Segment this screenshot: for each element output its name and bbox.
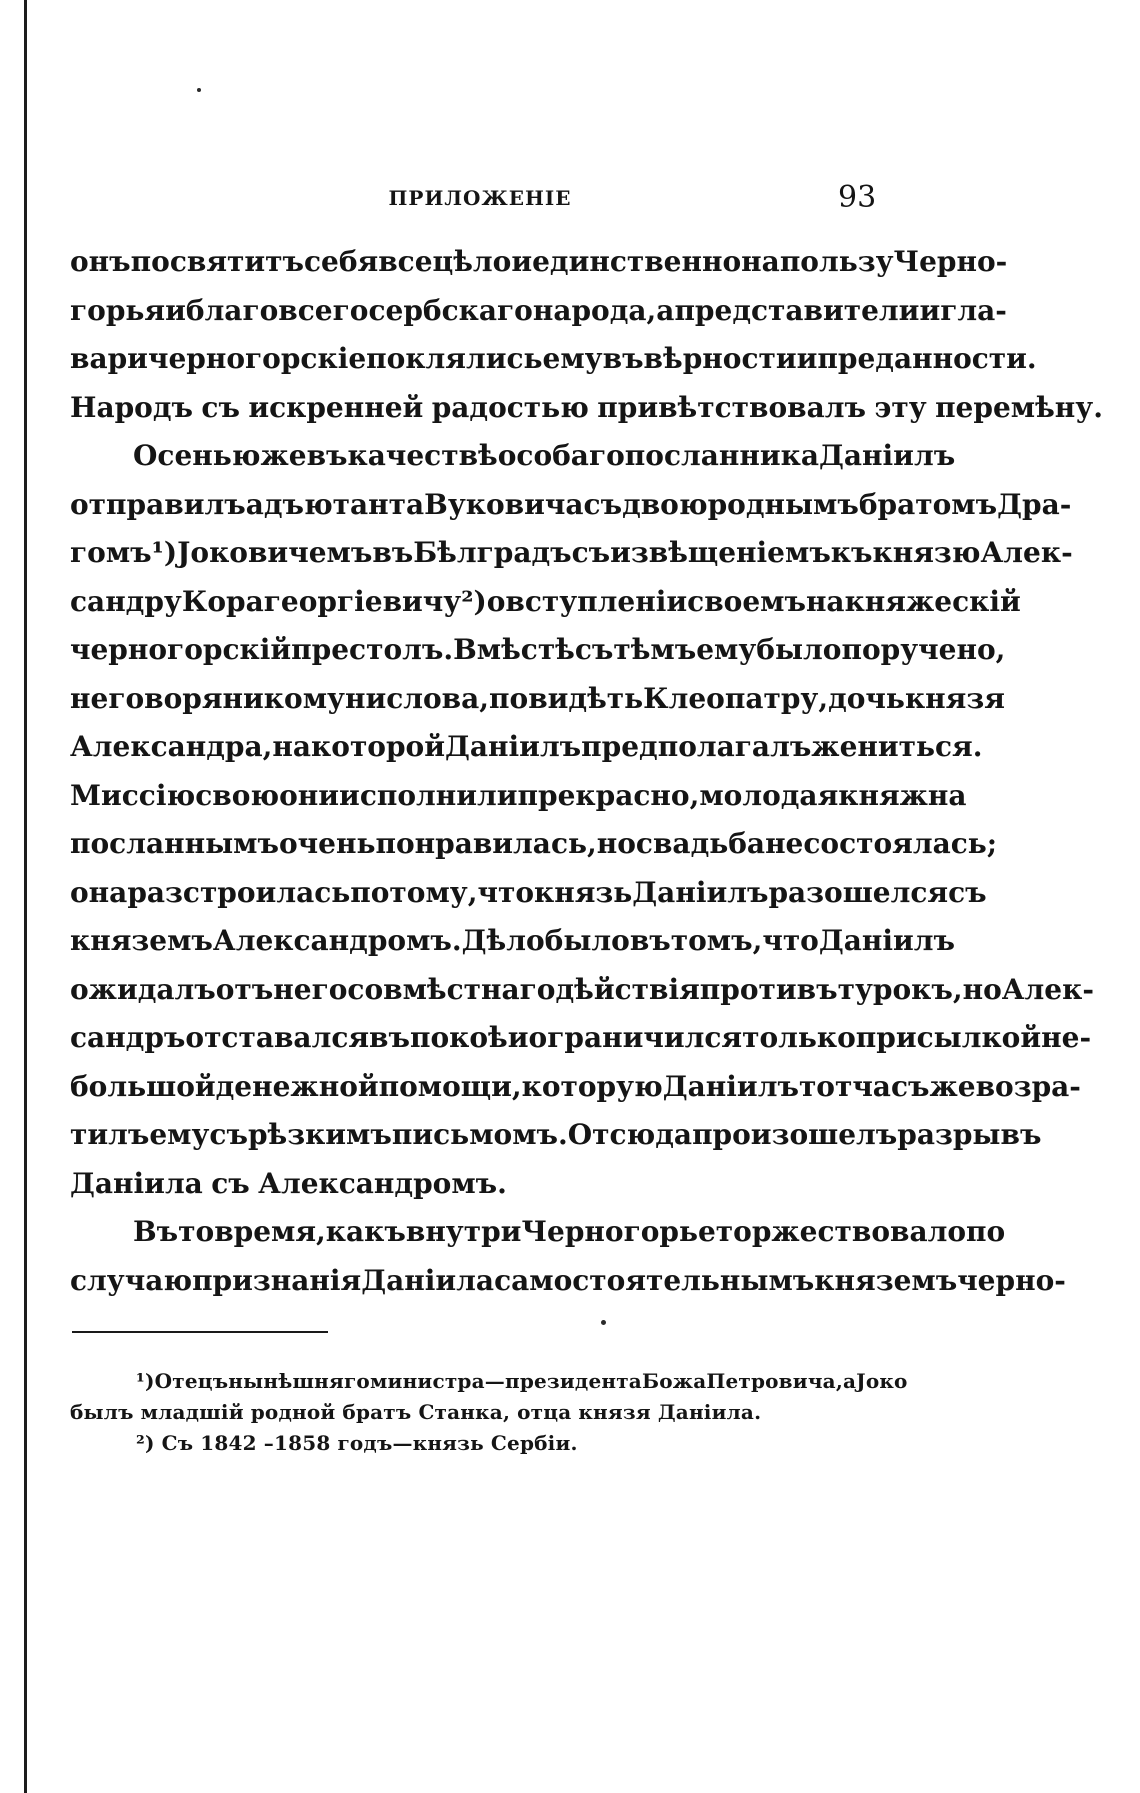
word: и xyxy=(507,1021,529,1054)
word: но xyxy=(596,827,636,860)
text-line xyxy=(70,917,956,966)
word: покоѣ xyxy=(409,1021,508,1054)
word: –1858 xyxy=(263,1431,331,1455)
word: по xyxy=(966,1215,1006,1248)
footnote-1-line xyxy=(70,1366,908,1397)
word: ¹) xyxy=(151,536,178,569)
word: черногорскіе xyxy=(147,342,367,375)
word: на xyxy=(741,245,780,278)
word: ни xyxy=(344,681,387,715)
scan-speck xyxy=(197,88,201,92)
word: князя xyxy=(904,681,1005,715)
word: Даніила xyxy=(70,1166,203,1200)
text-line xyxy=(70,772,967,821)
word: случаю xyxy=(70,1263,193,1297)
word: него xyxy=(273,972,348,1006)
word: но xyxy=(962,972,1002,1006)
word: только xyxy=(742,1021,856,1054)
word: сандръ xyxy=(70,1021,186,1054)
word: нынѣшняго xyxy=(228,1369,370,1393)
word: турокъ, xyxy=(837,972,963,1006)
word: томъ, xyxy=(670,924,763,957)
word: ¹) xyxy=(136,1369,155,1393)
text-line xyxy=(70,820,998,869)
word: совмѣстнаго xyxy=(347,972,556,1006)
word: понравилась, xyxy=(375,827,597,860)
word: ему xyxy=(149,1118,210,1151)
word: съ xyxy=(571,536,611,569)
word: торжествовало xyxy=(715,1215,967,1248)
word: на xyxy=(272,730,312,763)
word: Даніилъ xyxy=(445,730,582,763)
word: гла- xyxy=(940,293,1007,327)
word: онъ xyxy=(70,245,131,278)
running-title: ПРИЛОЖЕНІЕ xyxy=(388,186,572,210)
word: посвятитъ xyxy=(130,245,304,278)
scan-page-edge xyxy=(24,0,27,1793)
footnote-separator xyxy=(72,1331,328,1333)
word: тотчасъ xyxy=(798,1069,930,1103)
word: разрывъ xyxy=(897,1118,1042,1151)
word: которой xyxy=(311,730,445,763)
word: письмомъ. xyxy=(391,1118,568,1151)
word: гомъ xyxy=(70,536,152,569)
paragraph-first-line xyxy=(70,1208,1006,1257)
text-line xyxy=(70,287,1007,336)
text-line xyxy=(70,1063,1081,1112)
word: съ xyxy=(948,875,987,909)
word: народа, xyxy=(532,293,657,327)
word: тилъ xyxy=(70,1118,150,1151)
word: Бѣлградъ xyxy=(413,536,572,569)
word: ²) xyxy=(461,584,487,618)
word: она xyxy=(70,875,128,909)
word: что xyxy=(762,924,819,957)
text-line xyxy=(70,1014,1092,1063)
text-line xyxy=(70,1111,1042,1160)
text-line xyxy=(70,481,1072,530)
word: представители xyxy=(674,293,920,327)
word: не xyxy=(70,681,109,715)
word: Алек- xyxy=(980,536,1073,569)
word: всего xyxy=(278,293,369,327)
word: качествѣ xyxy=(347,439,498,472)
footnote-1-line xyxy=(70,1397,870,1428)
text-line xyxy=(70,869,987,918)
text-line xyxy=(70,529,1073,578)
word: эту xyxy=(874,390,927,424)
word: въ xyxy=(306,439,348,472)
word: на xyxy=(805,584,845,618)
word: былъ xyxy=(70,1400,134,1424)
word: Вуковича xyxy=(424,487,584,521)
word: Въ xyxy=(133,1215,179,1248)
word: посланника xyxy=(624,439,820,472)
word: Алек- xyxy=(1001,972,1094,1006)
word: искренней xyxy=(248,390,424,424)
word: отставался xyxy=(185,1021,370,1054)
word: 1842 xyxy=(200,1431,257,1455)
word: вари xyxy=(70,342,148,375)
word: большой xyxy=(70,1069,216,1103)
text-line xyxy=(70,578,1021,627)
word: съ xyxy=(574,633,614,666)
word: отъ xyxy=(215,972,274,1006)
word: дѣйствія xyxy=(555,972,700,1006)
footnotes xyxy=(70,1366,908,1459)
word: съ xyxy=(583,487,623,521)
word: Даніила. xyxy=(657,1400,762,1424)
word: а xyxy=(656,293,675,327)
word: Даніилъ xyxy=(819,439,956,472)
word: перемѣну. xyxy=(935,390,1103,424)
word: извѣщеніемъ xyxy=(610,536,831,569)
word: время, xyxy=(214,1215,326,1248)
word: Даніилъ xyxy=(632,875,769,909)
word: Вмѣстѣ xyxy=(453,633,575,666)
word: было xyxy=(544,924,630,957)
word: не- xyxy=(1041,1021,1092,1054)
word: самостоятельнымъ xyxy=(494,1263,815,1297)
word: благо xyxy=(185,293,279,327)
word: ограничился xyxy=(528,1021,743,1054)
word: княземъ xyxy=(70,924,213,957)
word: пользу xyxy=(779,245,894,278)
word: съ xyxy=(209,1118,248,1151)
word: о xyxy=(486,584,506,618)
word: годъ—князь xyxy=(337,1431,484,1455)
body-text xyxy=(70,238,1103,1305)
word: и xyxy=(511,245,533,278)
word: князю xyxy=(872,536,981,569)
word: что xyxy=(477,875,534,909)
text-line xyxy=(70,238,1008,287)
word: произошелъ xyxy=(692,1118,898,1151)
word: потому, xyxy=(350,875,478,909)
word: поручено, xyxy=(841,633,1006,666)
word: Станка, xyxy=(418,1400,511,1424)
word: они xyxy=(279,778,340,812)
word: двоюроднымъ xyxy=(622,487,859,521)
word: и xyxy=(165,293,186,327)
word: дочь xyxy=(828,681,905,715)
word: было xyxy=(756,633,842,666)
text-line xyxy=(70,626,1006,675)
word: Черно- xyxy=(893,245,1008,278)
word: министра—президента xyxy=(369,1369,642,1393)
word: Сербіи. xyxy=(490,1431,578,1455)
word: младшій xyxy=(140,1400,244,1424)
word: Черногорье xyxy=(521,1215,716,1248)
text-line xyxy=(70,335,1037,384)
word: Народъ xyxy=(70,390,193,424)
word: вѣрности xyxy=(643,342,797,375)
word: Божа xyxy=(641,1369,707,1393)
word: а xyxy=(842,1369,857,1393)
word: братъ xyxy=(342,1400,412,1424)
word: себя xyxy=(303,245,379,278)
word: посланнымъ xyxy=(70,827,279,860)
text-line xyxy=(70,675,1005,724)
word: Јоковичемъ xyxy=(177,536,373,569)
running-header xyxy=(0,180,1140,220)
word: предполагалъ xyxy=(581,730,812,763)
word: въ xyxy=(629,924,671,957)
word: вступленіи xyxy=(505,584,688,618)
word: Даніила xyxy=(361,1263,495,1297)
word: Даніилъ xyxy=(662,1069,799,1103)
word: свадьба xyxy=(635,827,766,860)
scan-speck xyxy=(601,1320,606,1325)
word: Клеопатру, xyxy=(643,681,829,715)
paragraph-first-line xyxy=(70,432,956,481)
word: Александромъ. xyxy=(212,924,462,957)
word: и xyxy=(796,342,818,375)
word: Дѣло xyxy=(461,924,545,957)
word: ему xyxy=(542,342,603,375)
word: повидѣть xyxy=(489,681,644,715)
word: признанія xyxy=(192,1263,362,1297)
word: никому xyxy=(222,681,345,715)
footnote-2-line xyxy=(70,1428,870,1459)
word: черногорскій xyxy=(70,633,292,666)
word: Корагеоргіевичу xyxy=(181,584,462,618)
word: которую xyxy=(521,1069,663,1103)
word: Петровича, xyxy=(706,1369,843,1393)
word: внутри xyxy=(405,1215,522,1248)
word: и xyxy=(919,293,941,327)
word: отправилъ xyxy=(70,487,246,521)
word: Отецъ xyxy=(154,1369,229,1393)
word: же xyxy=(929,1069,976,1103)
word: поклялись xyxy=(366,342,543,375)
word: Александромъ. xyxy=(258,1166,507,1200)
word: княжна xyxy=(838,778,967,812)
word: помощи, xyxy=(378,1069,522,1103)
word: состоялась; xyxy=(803,827,998,860)
word: же xyxy=(260,439,307,472)
word: Осенью xyxy=(133,439,261,472)
word: въ xyxy=(602,342,644,375)
word: князя xyxy=(578,1400,651,1424)
word: тѣмъ xyxy=(613,633,697,666)
word: сандру xyxy=(70,584,182,618)
word: не xyxy=(765,827,804,860)
word: Съ xyxy=(161,1431,194,1455)
word: князь xyxy=(534,875,633,909)
word: преданности. xyxy=(817,342,1037,375)
word: особаго xyxy=(497,439,625,472)
word: братомъ xyxy=(858,487,998,521)
word: Јоко xyxy=(856,1369,908,1393)
word: всецѣло xyxy=(378,245,512,278)
word: своемъ xyxy=(687,584,806,618)
word: слова, xyxy=(386,681,490,715)
word: Миссію xyxy=(70,778,196,812)
word: говоря xyxy=(108,681,223,715)
word: какъ xyxy=(325,1215,406,1248)
word: съ xyxy=(201,390,240,424)
word: прекрасно, xyxy=(517,778,700,812)
word: съ xyxy=(211,1166,250,1200)
word: ему xyxy=(696,633,757,666)
word: престолъ. xyxy=(291,633,454,666)
word: свою xyxy=(195,778,280,812)
word: Дра- xyxy=(997,487,1072,521)
word: возра- xyxy=(975,1069,1081,1103)
word: Отсюда xyxy=(567,1118,693,1151)
word: родной xyxy=(250,1400,336,1424)
word: отца xyxy=(517,1400,572,1424)
word: княземъ xyxy=(814,1263,958,1297)
text-line xyxy=(70,1257,1066,1306)
word: Даніилъ xyxy=(818,924,956,957)
word: разстроилась xyxy=(127,875,351,909)
word: исполнили xyxy=(339,778,518,812)
paragraph-end-line xyxy=(70,384,1103,433)
word: противъ xyxy=(699,972,838,1006)
word: молодая xyxy=(699,778,839,812)
word: въ xyxy=(372,536,414,569)
word: очень xyxy=(278,827,376,860)
word: въ xyxy=(369,1021,410,1054)
word: сербскаго xyxy=(368,293,533,327)
word: радостью xyxy=(431,390,589,424)
word: разошелся xyxy=(768,875,949,909)
word: адъютанта xyxy=(245,487,425,521)
word: денежной xyxy=(215,1069,379,1103)
word: жениться. xyxy=(811,730,983,763)
text-line xyxy=(70,966,1094,1015)
word: Александра, xyxy=(70,730,273,763)
word: черно- xyxy=(957,1263,1066,1297)
word: присылкой xyxy=(855,1021,1042,1054)
paragraph-end-line xyxy=(70,1160,870,1209)
word: то xyxy=(178,1215,215,1248)
word: ожидалъ xyxy=(70,972,216,1006)
text-line xyxy=(70,723,983,772)
word: привѣтствовалъ xyxy=(597,390,866,424)
word: ²) xyxy=(136,1431,155,1455)
page-number: 93 xyxy=(838,180,877,215)
word: рѣзкимъ xyxy=(247,1118,392,1151)
word: княжескій xyxy=(844,584,1021,618)
word: единственно xyxy=(532,245,742,278)
word: горья xyxy=(70,293,166,327)
word: къ xyxy=(830,536,873,569)
